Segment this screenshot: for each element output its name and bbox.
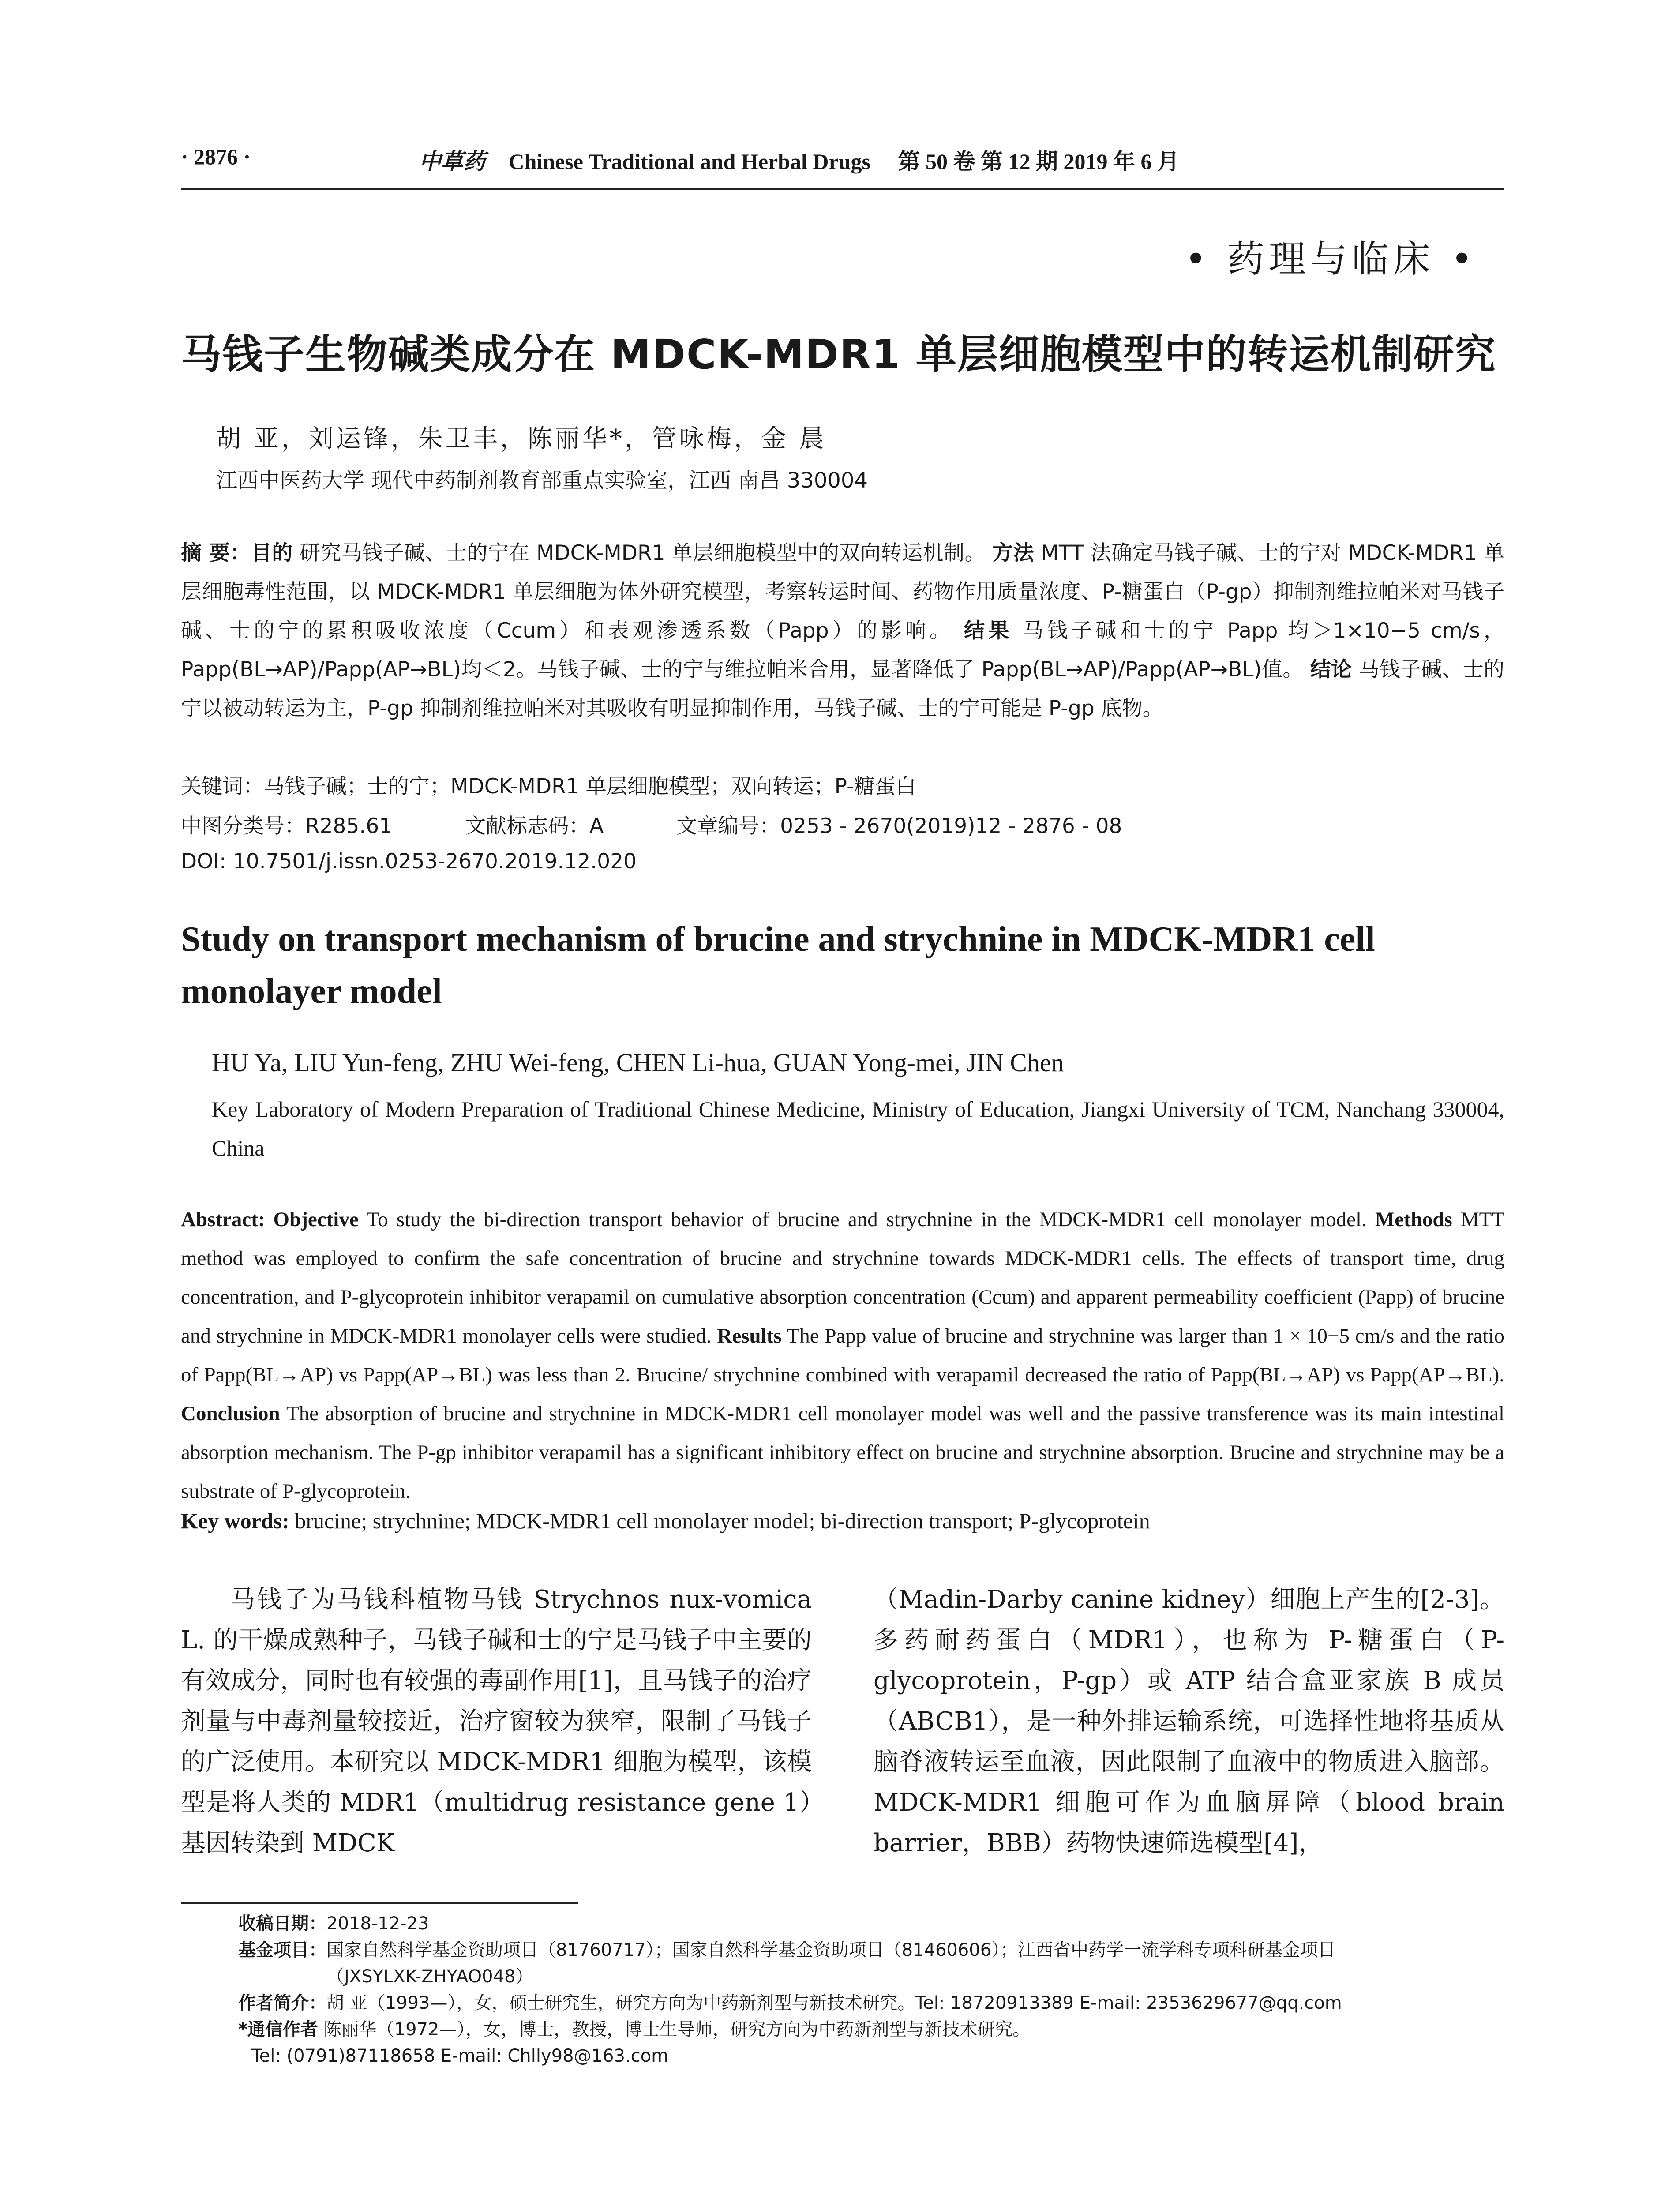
methods-cn: MTT 法确定马钱子碱、士的宁对 MDCK-MDR1 单层细胞毒性范围，以 MDCK-MDR1 单层细胞为体外研究模型，考察转运时间、药物作用质量浓度、P-糖蛋白（P-gp）抑制剂维拉帕米对马钱子碱、士的宁的累积吸收浓度（Ccum）和表观渗透系数（Papp）的影响。 bbox=[181, 541, 1504, 643]
fund-info bbox=[238, 1937, 1504, 1963]
methods-cn-label: 方法 bbox=[992, 541, 1034, 565]
conclusion-en: The absorption of brucine and strychnine in MDCK-MDR1 cell monolayer model was well and the passive transference was its main intestinal absorption mechanism. The P-gp inhibitor verapamil has a significant inhibitory effect on brucine and strychnine absorption. Brucine and strychnine may be a substrate of P-glycoprotein. bbox=[181, 1402, 1504, 1503]
title-en: Study on transport mechanism of brucine and strychnine in MDCK-MDR1 cell monolayer model bbox=[181, 920, 1375, 1011]
corresponding-author bbox=[238, 2016, 1504, 2043]
fund-label: 基金项目： bbox=[238, 1940, 326, 1960]
author-bio-text: 胡 亚（1993—），女，硕士研究生，研究方向为中药新剂型与新技术研究。Tel: 18720913389 E-mail: 2353629677@qq.com bbox=[326, 1993, 1342, 2013]
methods-en-label: Methods bbox=[1375, 1208, 1452, 1231]
author-bio bbox=[238, 1990, 1504, 2016]
journal-name-en: Chinese Traditional and Herbal Drugs bbox=[508, 149, 870, 174]
keywords-en-text: brucine; strychnine; MDCK-MDR1 cell monolayer model; bi-direction transport; P-glycoprotein bbox=[295, 1508, 1150, 1533]
objective-en-label: Abstract: Objective bbox=[181, 1208, 359, 1231]
received-label: 收稿日期： bbox=[238, 1913, 326, 1934]
author-bio-label: 作者简介： bbox=[238, 1993, 326, 2013]
journal-line bbox=[419, 144, 1179, 176]
received-date bbox=[238, 1910, 1504, 1937]
abstract-cn bbox=[181, 534, 1504, 728]
objective-cn-label: 目的 bbox=[251, 541, 293, 565]
keywords-en-label: Key words: bbox=[181, 1508, 289, 1533]
authors-en: HU Ya, LIU Yun-feng, ZHU Wei-feng, CHEN Li-hua, GUAN Yong-mei, JIN Chen bbox=[212, 1048, 1064, 1077]
corresponding-text: 陈丽华（1972—），女，博士，教授，博士生导师，研究方向为中药新剂型与新技术研究。 bbox=[323, 2019, 1031, 2040]
results-cn: 马钱子碱和士的宁 Papp 均＞1×10−5 cm/s，Papp(BL→AP)/Papp(AP→BL)均＜2。马钱子碱、士的宁与维拉帕米合用，显著降低了 Papp(BL→AP)/Papp(AP→BL)值。 bbox=[181, 619, 1504, 682]
page-number: · 2876 · bbox=[181, 144, 251, 169]
body-paragraph: （Madin-Darby canine kidney）细胞上产生的[2-3]。多药耐药蛋白（MDR1），也称为 P-糖蛋白（P-glycoprotein，P-gp）或 ATP 结合盒亚家族 B 成员（ABCB1），是一种外排运输系统，可选择性地将基质从脑脊液转运至血液，因此限制了血液中的物质进入脑部。MDCK-MDR1 细胞可作为血脑屏障（blood brain barrier，BBB）药物快速筛选模型[4]， bbox=[874, 1585, 1504, 1857]
conclusion-cn: 马钱子碱、士的宁以被动转运为主，P-gp 抑制剂维拉帕米对其吸收有明显抑制作用，马钱子碱、士的宁可能是 P-gp 底物。 bbox=[181, 657, 1505, 720]
fund-line-1: 国家自然科学基金资助项目（81760717）；国家自然科学基金资助项目（81460606）；江西省中药学一流学科专项科研基金项目 bbox=[326, 1940, 1336, 1960]
title-cn: 马钱子生物碱类成分在 MDCK-MDR1 单层细胞模型中的转运机制研究 bbox=[181, 331, 1496, 378]
affiliation-en: Key Laboratory of Modern Preparation of Traditional Chinese Medicine, Ministry of Education, Jiangxi University of TCM, Nanchang 330004, China bbox=[212, 1097, 1504, 1160]
authors-cn: 胡 亚，刘运锋，朱卫丰，陈丽华*，管咏梅，金 晨 bbox=[216, 424, 827, 453]
journal-name-cn: 中草药 bbox=[419, 148, 485, 174]
corresponding-contact-text: Tel: (0791)87118658 E-mail: Chlly98@163.com bbox=[251, 2046, 669, 2066]
body-column-left bbox=[181, 1579, 812, 1864]
affiliation-cn: 江西中医药大学 现代中药制剂教育部重点实验室，江西 南昌 330004 bbox=[216, 468, 868, 493]
results-cn-label: 结果 bbox=[964, 619, 1013, 643]
classification-info bbox=[181, 810, 1504, 839]
conclusion-cn-label: 结论 bbox=[1310, 657, 1352, 682]
methods-en: MTT method was employed to confirm the safe concentration of brucine and strychnine towards MDCK-MDR1 cells. The effects of transport time, drug concentration, and P-glycoprotein inhibitor verapamil on cumulative absorption concentration (Ccum) and apparent permeability coefficient (Papp) of brucine and strychnine in MDCK-MDR1 monolayer cells were studied. bbox=[181, 1208, 1504, 1347]
fund-line-2: （JXSYLXK-ZHYAO048） bbox=[326, 1966, 533, 1987]
received-value: 2018-12-23 bbox=[326, 1913, 429, 1934]
article-number: 文章编号：0253 - 2670(2019)12 - 2876 - 08 bbox=[676, 814, 1122, 838]
objective-en: To study the bi-direction transport behavior of brucine and strychnine in the MDCK-MDR1 cell monolayer model. bbox=[366, 1208, 1367, 1231]
results-en-label: Results bbox=[717, 1324, 782, 1347]
document-code: 文献标志码：A bbox=[465, 814, 604, 838]
body-paragraph: 马钱子为马钱科植物马钱 Strychnos nux-vomica L. 的干燥成熟种子，马钱子碱和士的宁是马钱子中主要的有效成分，同时也有较强的毒副作用[1]，且马钱子的治疗剂量与中毒剂量较接近，治疗窗较为狭窄，限制了马钱子的广泛使用。本研究以 MDCK-MDR1 细胞为模型，该模型是将人类的 MDR1（multidrug resistance gene 1）基因转染到 MDCK bbox=[181, 1585, 812, 1857]
results-en: The Papp value of brucine and strychnine was larger than 1 × 10−5 cm/s and the ratio of Papp(BL→AP) vs Papp(AP→BL) was less than 2. Brucine/ strychnine combined with verapamil decreased the ratio of Papp(BL→AP) vs Papp(AP→BL). bbox=[181, 1324, 1504, 1386]
fund-info-cont bbox=[238, 1963, 1504, 1990]
conclusion-en-label: Conclusion bbox=[181, 1402, 280, 1425]
keywords-en bbox=[181, 1508, 1150, 1534]
objective-cn: 研究马钱子碱、士的宁在 MDCK-MDR1 单层细胞模型中的双向转运机制。 bbox=[300, 541, 986, 565]
footnotes bbox=[238, 1910, 1504, 2069]
corresponding-label: *通信作者 bbox=[238, 2019, 318, 2040]
section-label: • 药理与临床 • bbox=[1185, 237, 1477, 281]
body-column-right bbox=[874, 1579, 1504, 1864]
running-header bbox=[181, 144, 1504, 190]
keywords-cn: 关键词：马钱子碱；士的宁；MDCK-MDR1 单层细胞模型；双向转运；P-糖蛋白 bbox=[181, 774, 916, 799]
footnote-divider bbox=[181, 1902, 578, 1904]
issue-info: 第 50 卷 第 12 期 2019 年 6 月 bbox=[898, 149, 1179, 174]
corresponding-contact bbox=[238, 2043, 1504, 2069]
doi: DOI: 10.7501/j.issn.0253-2670.2019.12.020 bbox=[181, 849, 637, 874]
clc-number: 中图分类号：R285.61 bbox=[181, 814, 393, 838]
abstract-cn-label: 摘 要： bbox=[181, 541, 251, 565]
abstract-en bbox=[181, 1200, 1504, 1511]
